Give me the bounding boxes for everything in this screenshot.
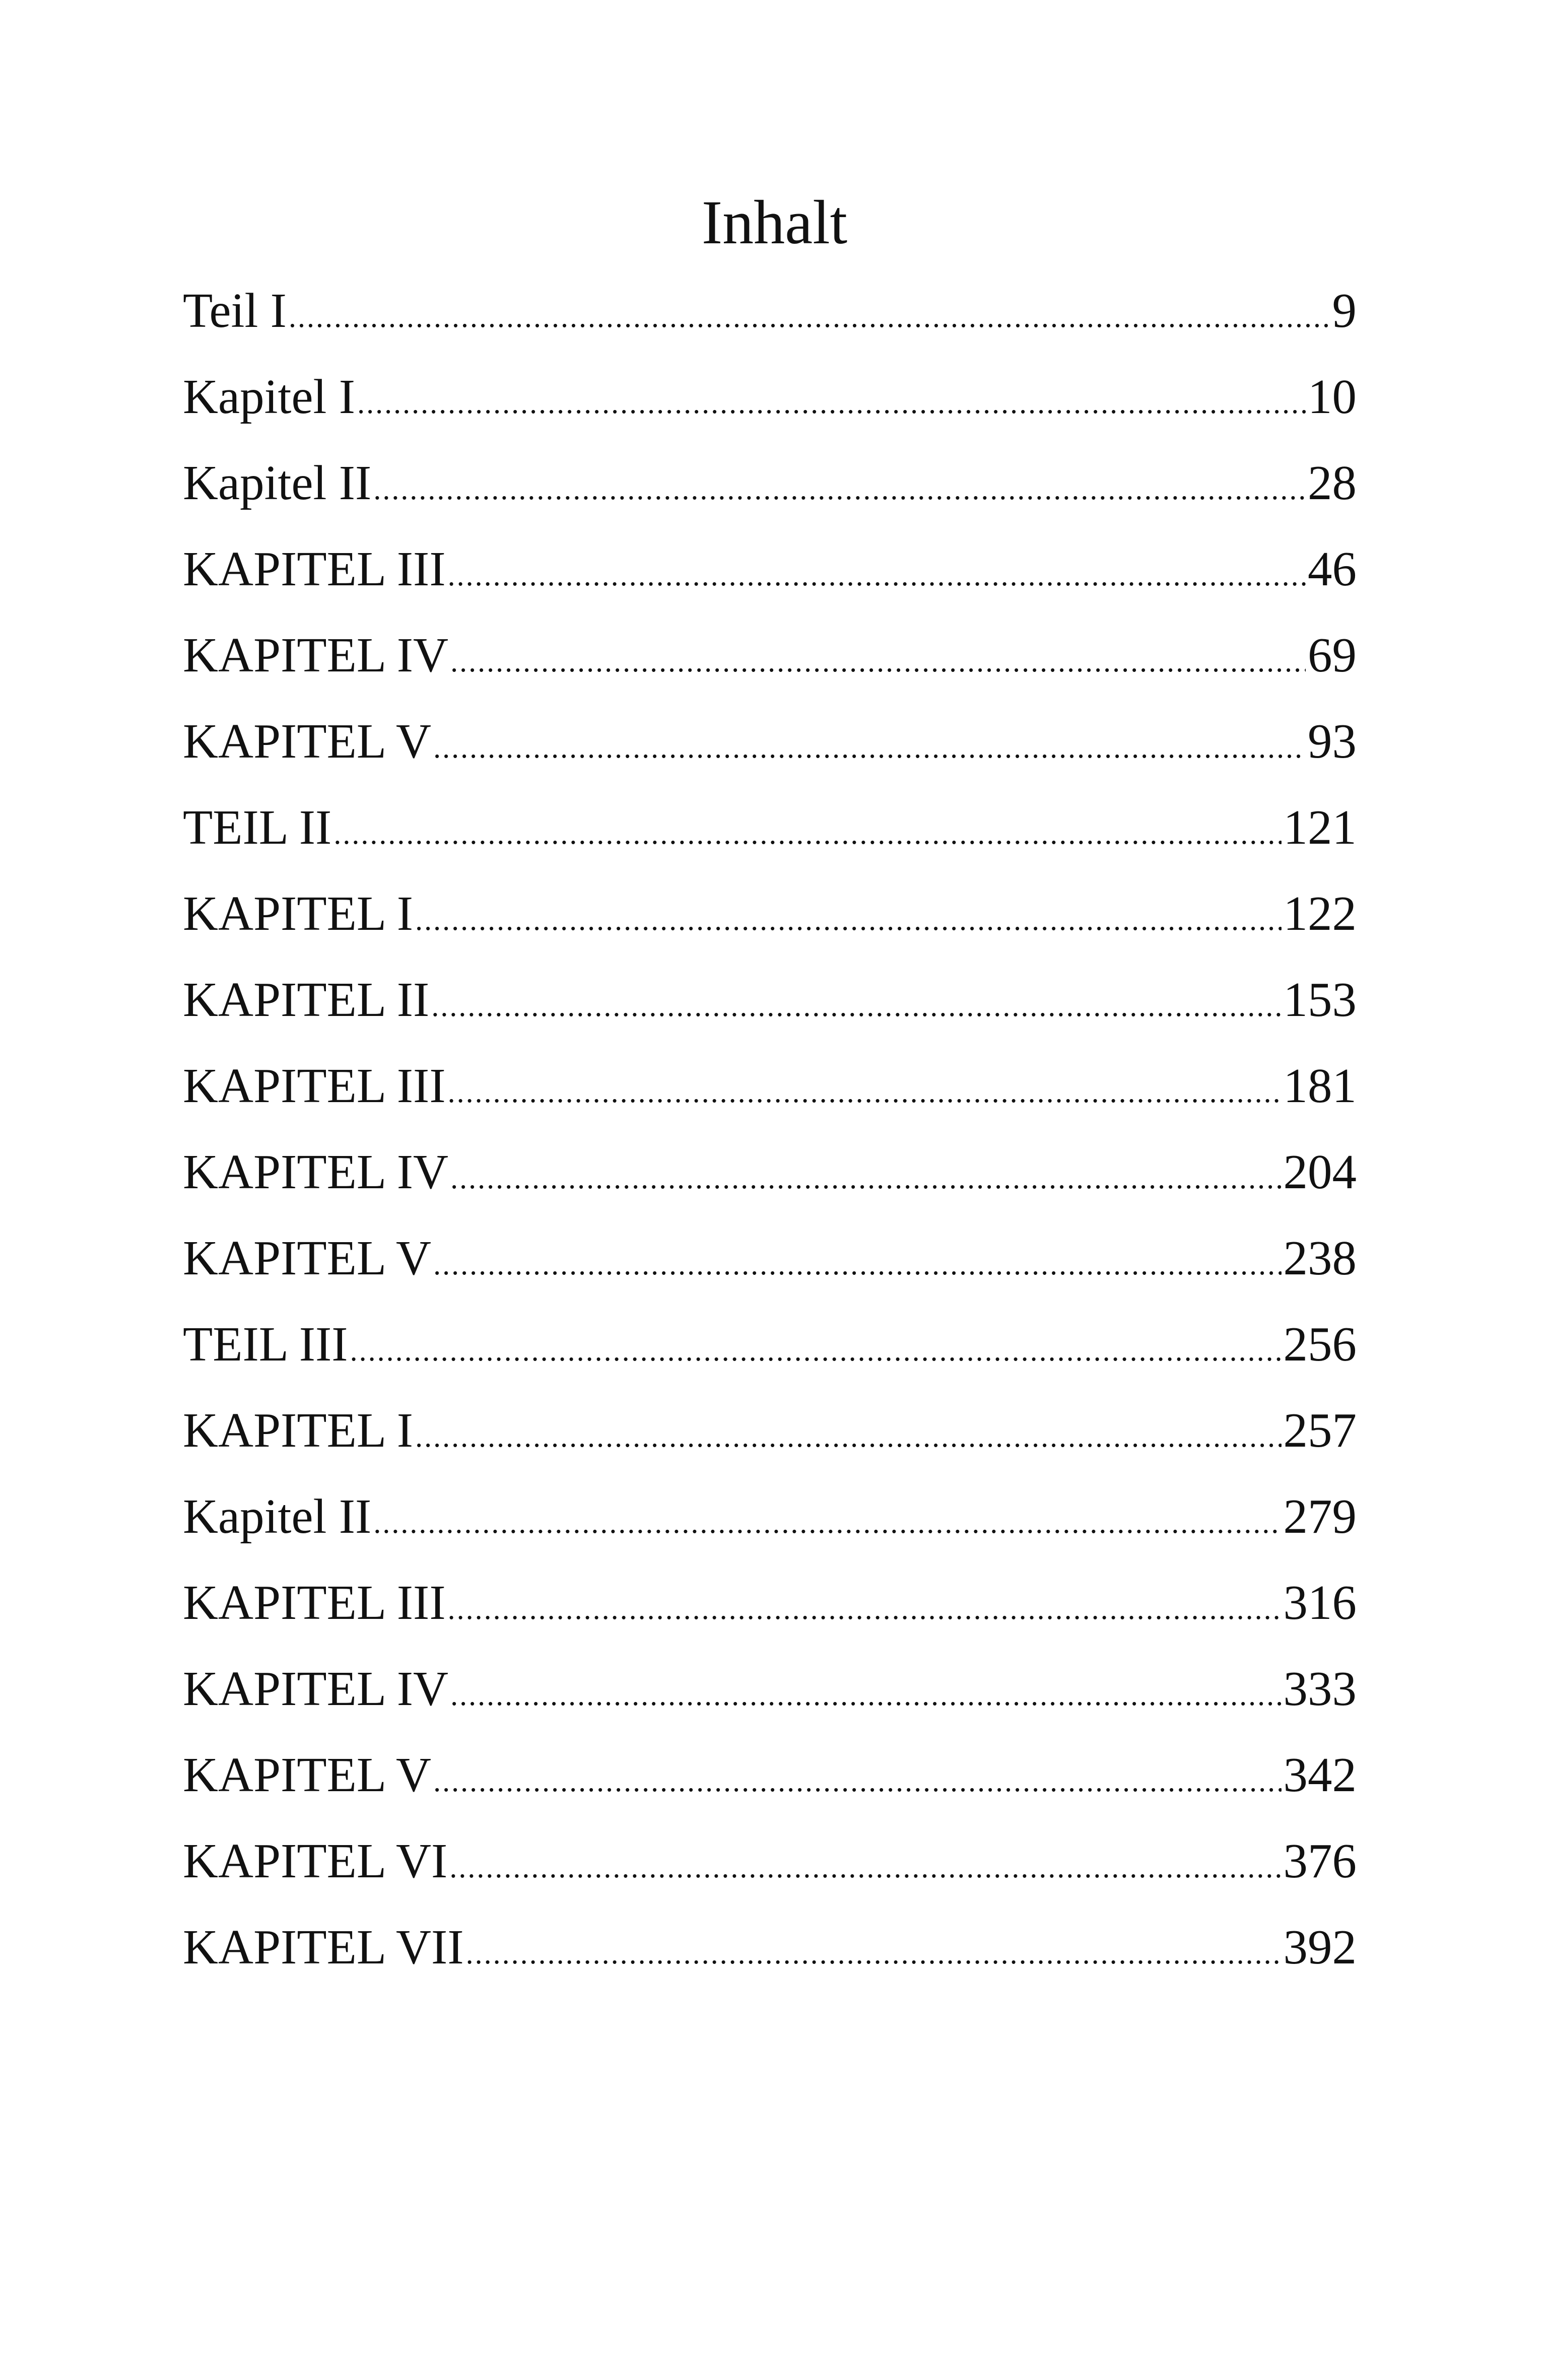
toc-entry-label: KAPITEL III [183,542,446,596]
toc-entry-page: 153 [1283,973,1357,1027]
toc-entry-page: 28 [1308,456,1357,510]
dot-leader [433,1748,1281,1814]
toc-entry-page: 181 [1283,1059,1357,1113]
toc-entry-page: 279 [1283,1489,1357,1543]
toc-entry-page: 342 [1283,1748,1357,1802]
toc-entry[interactable] [183,1742,1357,1828]
toc-entry-label: Kapitel I [183,370,356,424]
page-title: Inhalt [701,188,848,257]
dot-leader [350,1318,1282,1383]
toc-entry-page: 256 [1283,1317,1357,1371]
toc-entry[interactable] [183,1570,1357,1656]
toc-entry-label: KAPITEL III [183,1059,446,1113]
toc-entry[interactable] [183,536,1357,623]
toc-entry-page: 46 [1308,542,1357,596]
toc-entry-label: KAPITEL I [183,887,414,940]
toc-entry-label: KAPITEL VI [183,1834,448,1888]
toc-entry-label: Kapitel II [183,1489,372,1543]
dot-leader [433,715,1306,780]
toc-entry-label: Teil I [183,284,287,337]
toc-entry-page: 10 [1308,370,1357,424]
toc-entry-page: 122 [1283,887,1357,940]
toc-entry[interactable] [183,1226,1357,1312]
toc-entry[interactable] [183,795,1357,881]
toc-entry-label: KAPITEL II [183,973,430,1027]
toc-entry-label: KAPITEL IV [183,1662,449,1716]
toc-entry-label: KAPITEL IV [183,628,449,682]
toc-entry-label: KAPITEL III [183,1576,446,1629]
toc-entry-label: KAPITEL V [183,1748,432,1802]
toc-entry[interactable] [183,1053,1357,1139]
toc-entry[interactable] [183,967,1357,1053]
toc-entry[interactable] [183,709,1357,795]
toc-entry[interactable] [183,450,1357,536]
toc-entry[interactable] [183,881,1357,967]
toc-entry[interactable] [183,1312,1357,1398]
dot-leader [373,456,1306,522]
toc-entry-label: KAPITEL IV [183,1145,449,1199]
dot-leader [415,1404,1281,1469]
toc-entry-page: 93 [1308,714,1357,768]
dot-leader [431,973,1281,1039]
toc-entry-label: Kapitel II [183,456,372,510]
dot-leader [448,542,1306,608]
toc-entry[interactable] [183,623,1357,709]
dot-leader [466,1921,1282,1986]
toc-entry-page: 316 [1283,1576,1357,1629]
toc-entry[interactable] [183,1484,1357,1570]
toc-entry-page: 9 [1332,284,1357,337]
dot-leader [373,1490,1281,1555]
dot-leader [357,370,1306,436]
toc-entry[interactable] [183,1828,1357,1915]
dot-leader [450,629,1306,694]
dot-leader [433,1232,1281,1297]
toc-entry[interactable] [183,1656,1357,1742]
dot-leader [449,1834,1281,1900]
toc-entry-page: 392 [1283,1920,1357,1974]
toc-entry-page: 121 [1283,800,1357,854]
toc-entry-page: 69 [1308,628,1357,682]
toc-entry[interactable] [183,1398,1357,1484]
toc-entry-label: KAPITEL VII [183,1920,464,1974]
dot-leader [415,887,1281,953]
toc-entry[interactable] [183,1139,1357,1226]
toc-entry-label: KAPITEL V [183,1231,432,1285]
toc-entry-label: TEIL II [183,800,332,854]
dot-leader [448,1059,1282,1125]
toc-entry-page: 333 [1283,1662,1357,1716]
dot-leader [448,1576,1282,1642]
table-of-contents [183,278,1357,2001]
toc-entry-label: KAPITEL I [183,1403,414,1457]
dot-leader [450,1662,1281,1728]
dot-leader [333,801,1281,866]
dot-leader [289,284,1330,350]
toc-entry[interactable] [183,364,1357,450]
toc-entry-page: 204 [1283,1145,1357,1199]
toc-entry-page: 238 [1283,1231,1357,1285]
toc-entry-label: KAPITEL V [183,714,432,768]
dot-leader [450,1145,1281,1211]
toc-entry-page: 376 [1283,1834,1357,1888]
toc-entry-label: TEIL III [183,1317,348,1371]
toc-entry[interactable] [183,278,1357,364]
toc-entry[interactable] [183,1915,1357,2001]
toc-entry-page: 257 [1283,1403,1357,1457]
